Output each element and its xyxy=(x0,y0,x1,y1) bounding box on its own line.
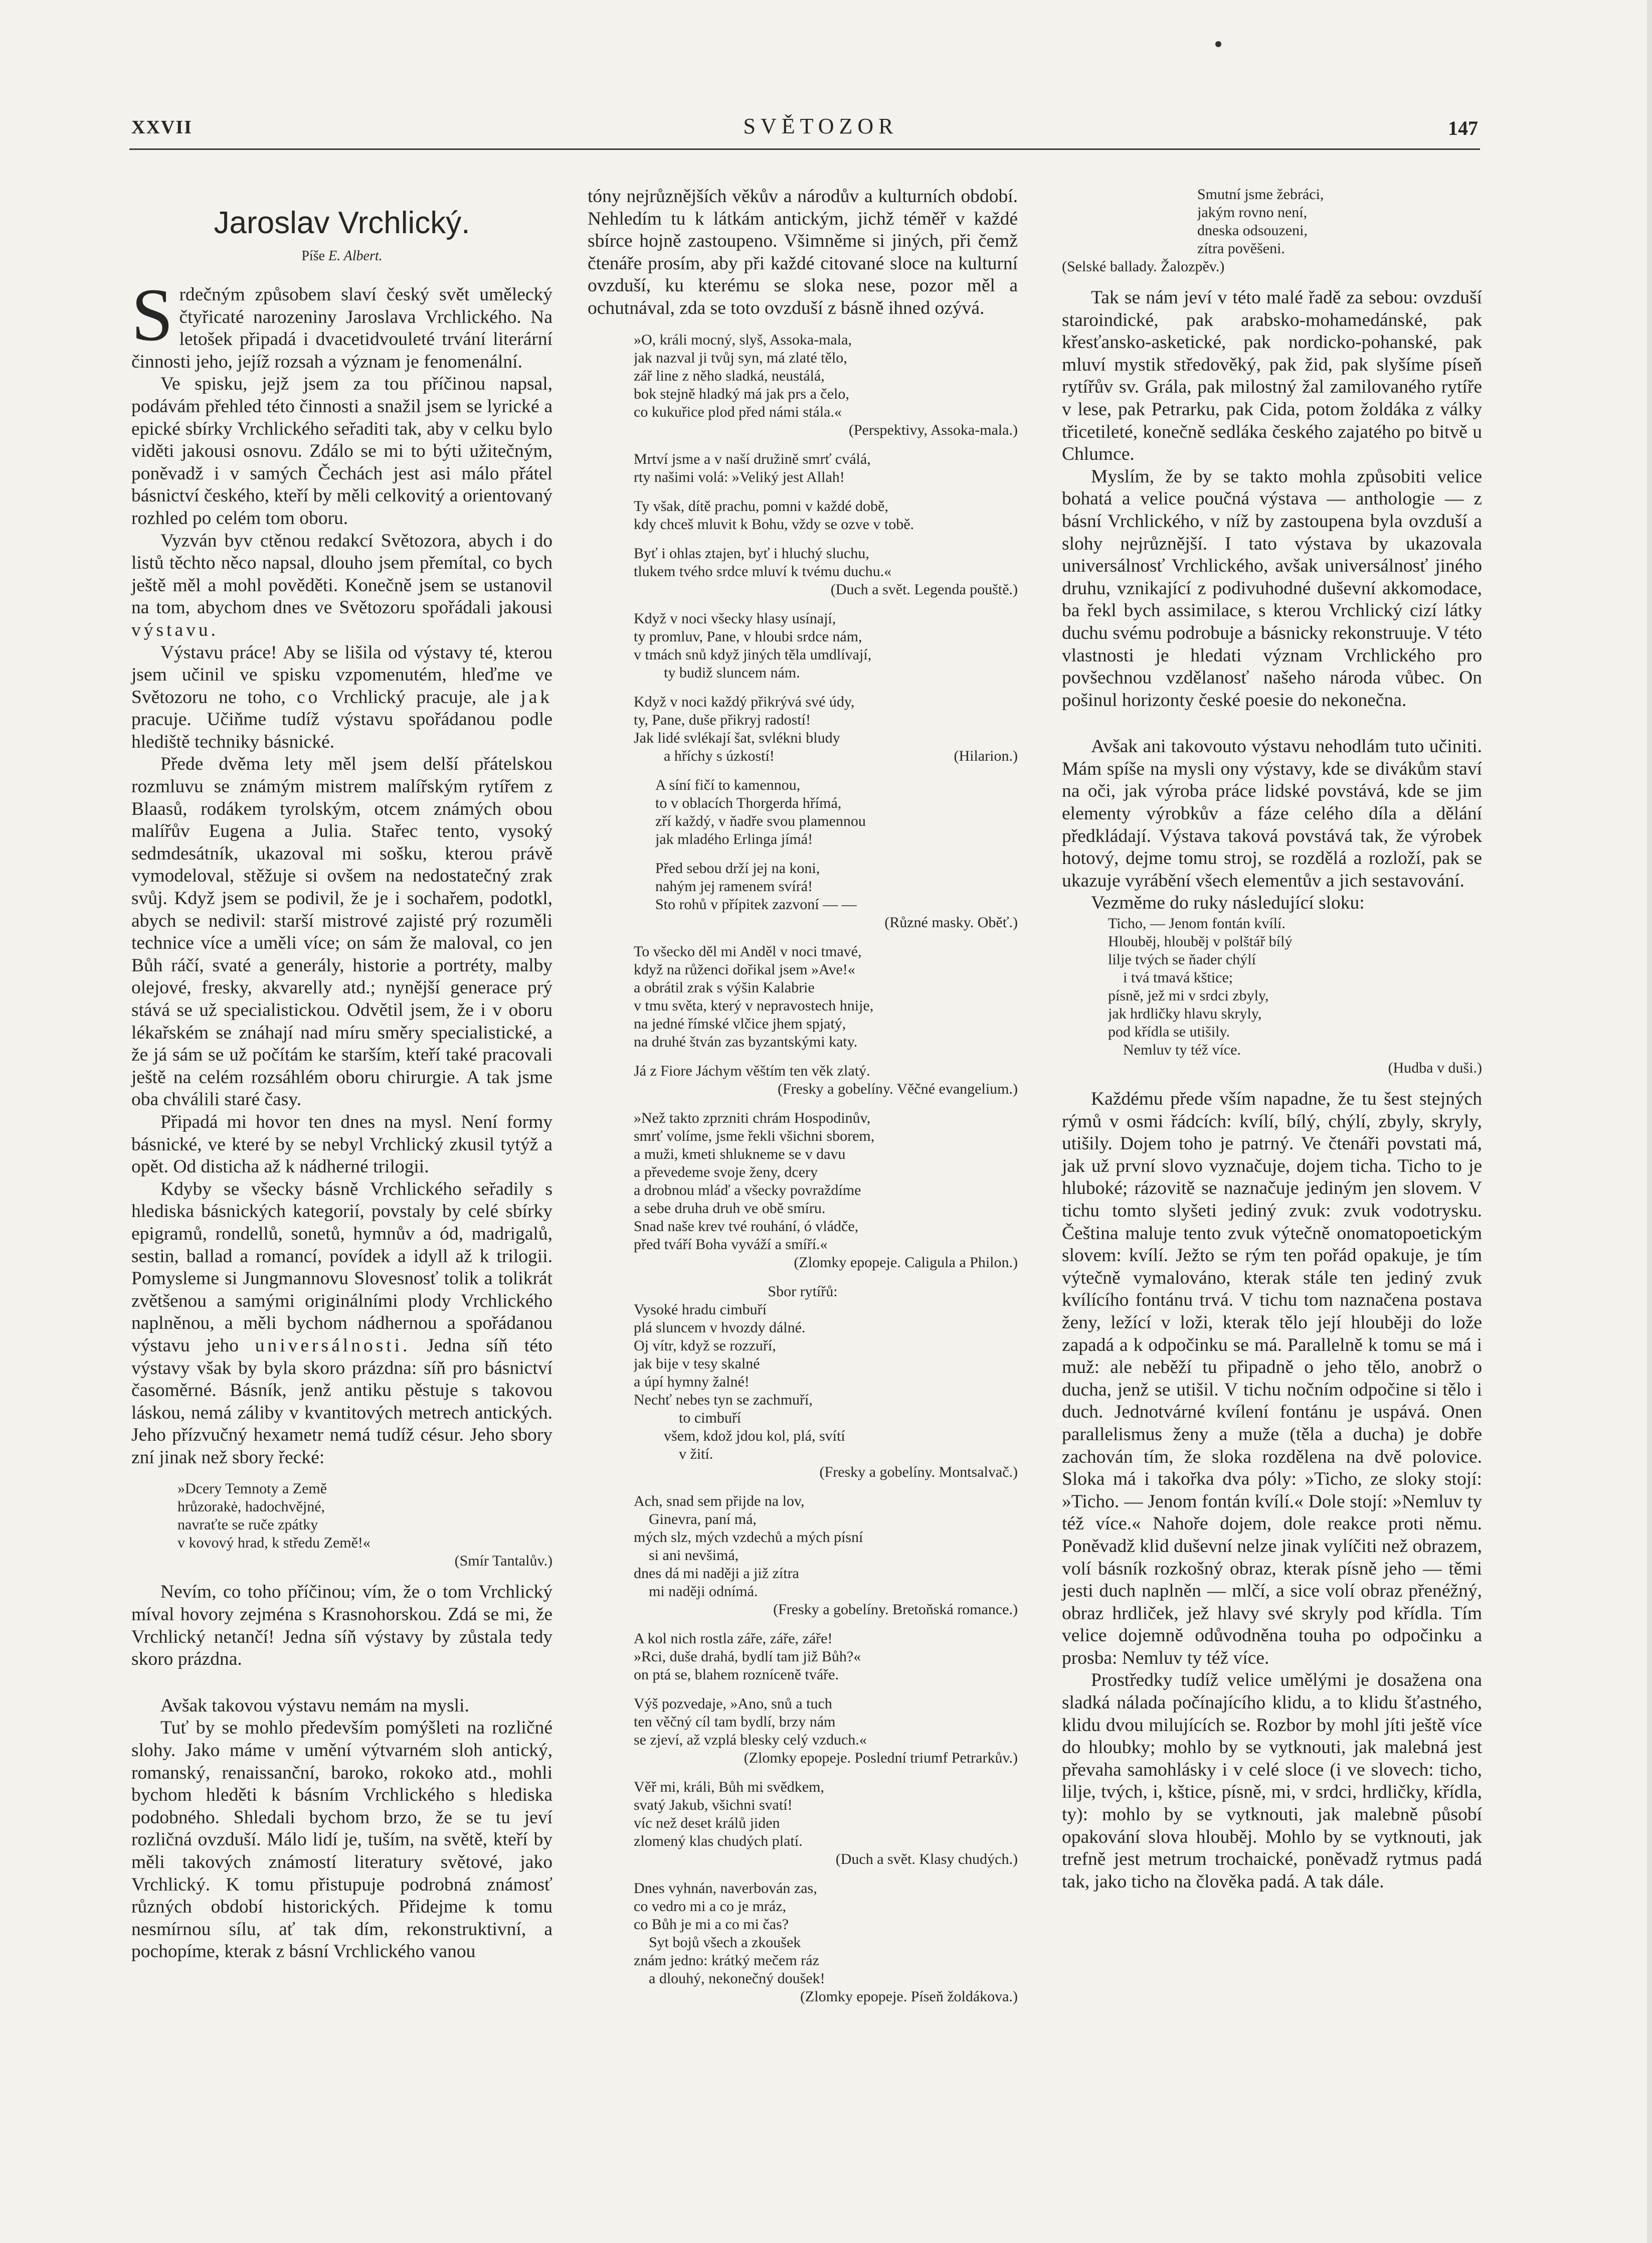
poem-source: (Hilarion.) xyxy=(954,747,1018,764)
paragraph: Každému přede vším napadne, že tu šest stejných rýmů v osmi řádcích: kvílí, bílý, chýlí, zbyly, skryly, utišily. Dojem toho je patrný. Ve čtenáři povstati má, jak už první slovo vyznačuje, dojem ticha. Ticho to je hluboké; rázovitě se naznačuje jediným jen slovem. V tichu tomto slyšeti jediný zvuk: zvuk vodotrysku. Čeština maluje tento zvuk výtečně onomatopoetickým slovem: kvílí. Ježto se rým ten pořád opakuje, je tím výtečně vymalováno, kterak stále ten jediný zvuk kvílícího fontánu trvá. V tichu tom naznačena postava ženy, ležící v loži, kterak tělo její hlouběji do lože zapadá a k odpočinku se má. Parallelně k tomu se má i muž: ale neběží tu připadně o jeho tělo, anobrž o ducha, jenž se utišil. V tichu nočním odpočine si tělo i duch. Jednotvárné kvílení fontánu je uspává. Onen parallelismus ženy a muže (těla a ducha) je dobře zachován tím, že sloka rozdělena na dvě polovice. Sloka má i takořka dva póly: »Ticho, ze sloky stojí: »Ticho. — Jenom fontán kvílí.« Dole stojí: »Nemluv ty též více.« Nahoře dojem, dole reakce proti němu. Poněvadž klid duševní nelze jinak vylíčiti než obrazem, volí básník rozkošný obraz, kterak písně jeho — těmi jesti duch naplněn — mlčí, a sice volí obraz přenéžný, obraz hrdliček, jež hlavy své skryly pod křídla. Tím velice dojemně odůvodněna touha po odpočinku a prosba: Nemluv ty též více. xyxy=(1062,1089,1482,1668)
paragraph: Prostředky tudíž velice umělými je dosažena ona sladká nálada počínajícího klidu, a to klidu šťastného, klidu dvou milujících se. Rozbor by mohl jíti ještě více do hloubky; mohlo by se vytknouti, jak malebná jest převaha samohlásky i v celé sloce (i ve slovech: ticho, lilje, tvých, i, kštice, písně, mi, v srdci, hrdličky, křídla, ty): mohlo by se vytknouti, jak malebně působí opakování slova hlouběj. Mohlo by se vytknouti, jak trefně jest metrum trochaické, poněvadž rytmus padá tak, jako ticho na člověka padá. A tak dále. xyxy=(1062,1670,1482,1892)
poem-quote: Já z Fiore Jáchym věštím ten věk zlatý. (Fresky a gobelíny. Věčné evangelium.) xyxy=(634,1062,1018,1097)
paragraph: Kdyby se všecky básně Vrchlického seřadily s hlediska básnických kategorií, povstaly by celé sbírky epigramů, rondellů, sonetů, hymnův a ód, madrigalů, sestin, ballad a romancí, povídek a idyll až k trilogii. Pomysleme si Jungmannovu Slovesnosť tolik a tolikrát zvětšenou a samými originálními plody Vrchlického naplněnou, a měli bychom nádhernou a spořádanou výstavu jeho universálnosti. Jedna síň této výstavy však by byla skoro prázdna: síň pro básnictví časoměrné. Básník, jenž antiku pěstuje s takovou láskou, nemá záliby v kvantitových metrech antických. Jeho přízvučný hexametr nemá tudíž césur. Jeho sbory zní jinak než sbory řecké: xyxy=(131,1178,553,1468)
paragraph: tóny nejrůznějších věkův a národův a kulturních období. Nehledím tu k látkám antickým, jichž téměř v každé sbírce hojně zastoupeno. Všimněme si jiných, při čemž čtenáře prosím, aby při každé citované sloce na kulturní ovzduší, ku kterému se sloka nese, pozor měl a ochutnával, zda se toto ovzduší z básně ihned ozývá. xyxy=(588,186,1018,318)
poem-quote: To všecko děl mi Anděl v noci tmavé, když na růženci dořikal jsem »Ave!« a obrátil zrak s výšin Kalabrie v tmu světa, který v nepravostech hnije, na jedné římské vlčice jhem spjatý, na druhé štván zas byzantskými katy. xyxy=(634,943,874,1050)
poem-source: (Zlomky epopeje. Caligula a Philon.) xyxy=(794,1254,1018,1271)
paragraph: Výstavu práce! Aby se lišila od výstavy té, kterou jsem učinil ve spisku vzpomenutém, hleďme ve Světozoru ne toho, co Vrchlický pracuje, ale jak pracuje. Učiňme tudíž výstavu spořádanou podle hlediště techniky básnické. xyxy=(131,642,553,752)
poem-quote: Výš pozvedaje, »Ano, snů a tuch ten věčný cíl tam bydlí, brzy nám se zjeví, až vzplá blesky celý vzduch.« (Zlomky epopeje. Poslední triumf Petrarkův.) xyxy=(634,1695,1018,1766)
poem-source: (Fresky a gobelíny. Bretoňská romance.) xyxy=(773,1601,1018,1618)
paragraph: Tak se nám jeví v této malé řadě za sebou: ovzduší staroindické, pak arabsko-mohamedánské, pak křesťansko-asketické, pak nordicko-pohanské, pak mluví mystik středověký, pak žid, pak slyšíme píseň rytířův sv. Grála, pak milostný žal zamilovaného rytíře v lese, pak Petrarku, pak Cida, potom žoldáka z války třicetileté, konečně sedláka českého zajatého po bitvě u Chlumce. xyxy=(1062,287,1482,465)
column-2 xyxy=(588,186,1018,2006)
poem-quote: Před sebou drží jej na koni, nahým jej ramenem svírá! Sto rohů v přípitek zazvoní — — (Různé masky. Oběť.) xyxy=(655,859,1018,931)
poem-quote: »Než takto zprzniti chrám Hospodinův, smrť volíme, jsme řekli všichni sborem, a muži, kmeti shlukneme se v davu a převedeme svoje ženy, dcery a drobnou mláď a všecky povraždíme a sebe druha druh ve obě smíru. Snad naše krev tvé rouhání, ó vládče, před tváří Boha vyváží a smíří.« (Zlomky epopeje. Caligula a Philon.) xyxy=(634,1109,1018,1271)
poem-source: (Selské ballady. Žalozpěv.) xyxy=(1062,258,1225,275)
header-rule xyxy=(129,148,1480,150)
poem-quote: Ty však, dítě prachu, pomni v každé době, kdy chceš mluvit k Bohu, vždy se ozve v tobě. xyxy=(634,497,914,533)
poem-source: (Zlomky epopeje. Píseň žoldákova.) xyxy=(800,1988,1018,2005)
volume-number: XXVII xyxy=(131,117,193,138)
article-title: Jaroslav Vrchlický. xyxy=(214,206,470,240)
poem-quote: Vysoké hradu cimbuří plá sluncem v hvozdy dálné. Oj vítr, když se rozzuří, jak bije v tesy skalné a úpí hymny žalné! Nechť nebes tyn se zachmuří, to cimbuří všem, kdož jdou kol, plá, svítí v žití. (Fresky a gobelíny. Montsalvač.) xyxy=(634,1301,1018,1480)
poem-heading: Sbor rytířů: xyxy=(768,1283,838,1300)
poem-source: (Duch a svět. Klasy chudých.) xyxy=(835,1850,1018,1867)
running-header xyxy=(131,116,1478,146)
poem-source: (Hudba v duši.) xyxy=(1388,1060,1482,1077)
paragraph: Srdečným způsobem slaví český svět umělecký čtyřicaté narozeniny Jaroslava Vrchlického. Na letošek připadá i dvacetidvouleté trvání literární činnosti jeho, jejíž rozsah a význam je fenomenální. xyxy=(131,273,553,372)
journal-title: SVĚTOZOR xyxy=(743,114,898,138)
poem-quote: Ach, snad sem přijde na lov, Ginevra, paní má, mých slz, mých vzdechů a mých písní si ani nevšimá, dnes dá mi naději a již zítra mi naději odnímá. (Fresky a gobelíny. Bretoňská romance.) xyxy=(634,1492,1018,1618)
poem-quote: A síní fičí to kamennou, to v oblacích Thorgerda hřímá, zří každý, v ňadře svou plamennou jak mladého Erlinga jímá! xyxy=(655,776,866,847)
paragraph: Tuť by se mohlo především pomýšleti na rozličné slohy. Jako máme v umění výtvarném sloh antický, romanský, renaissanční, baroko, rokoko atd., mohli bychom hleděti k básním Vrchlického s hlediska podobného. Shledali bychom brzo, že se tu jeví rozličná ovzduší. Málo lidí je, tuším, na světě, kteří by měli takových známostí literatury světové, jako Vrchlický. K tomu přistupuje podrobná známosť různých období historických. Přidejme k tomu nesmírnou sílu, ať tak dím, rekonstruktivní, a pochopíme, kterak z básní Vrchlického vanou xyxy=(131,1717,553,1962)
drop-cap: S xyxy=(131,273,173,357)
poem-quote: Smutní jsme žebráci, jakým rovno není, dneska odsouzeni, zítra pověšeni. xyxy=(1197,186,1324,257)
paragraph: Nevím, co toho příčinou; vím, že o tom Vrchlický míval hovory zejména s Krasnohorskou. Zdá se mi, že Vrchlický netančí! Jedna síň výstavy by zůstala tedy skoro prázdna. xyxy=(131,1582,553,1670)
poem-quote: »O, králi mocný, slyš, Assoka-mala, jak nazval ji tvůj syn, má zlaté tělo, zář line z něho sladká, neustálá, bok stejně hladký má jak prs a čelo, co kukuřice plod před námi stála.« (Perspektivy, Assoka-mala.) xyxy=(634,331,1018,438)
poem-quote: »Dcery Temnoty a Země hrůzorakė, hadochvějné, navraťte se ruče zpátky v kovový hrad, k středu Země!« (Smír Tantalův.) xyxy=(177,1480,553,1570)
poem-quote: A kol nich rostla záře, záře, záře! »Rci, duše drahá, bydlí tam již Bůh?« on ptá se, blahem rozníceně tváře. xyxy=(634,1630,861,1683)
poem-quote: Ticho, — Jenom fontán kvílí. Hlouběj, hlouběj v polštář bílý lilje tvých se ňader chýlí i tvá tmavá kštice; písně, jež mi v srdci zbyly, jak hrdličky hlavu skryly, pod křídla se utišily. Nemluv ty též více. (Hudba v duši.) xyxy=(1108,915,1482,1077)
poem-quote: Když v noci každý přikrývá své údy, ty, Pane, duše přikryj radostí! Jak lidé svlékají šat, svlékni bludy a hříchy s úzkostí! (Hilarion.) xyxy=(634,693,1018,764)
author-name: E. Albert. xyxy=(328,248,383,264)
article-byline: Píše E. Albert. xyxy=(301,248,383,264)
poem-quote: Byť i ohlas ztajen, byť i hluchý sluchu, tlukem tvého srdce mluví k tvému duchu.« (Duch a svět. Legenda pouště.) xyxy=(634,545,1018,598)
poem-quote: Věř mi, králi, Bůh mi svědkem, svatý Jakub, všichni svatí! víc než deset králů jiden zlomený klas chudých platí. (Duch a svět. Klasy chudých.) xyxy=(634,1778,1018,1867)
paragraph: Avšak ani takovouto výstavu nehodlám tuto učiniti. Mám spíše na mysli ony výstavy, kde se divákům staví na oči, jak výroba práce lidské povstává, kde se jim elementy výrobkův a fáze celého díla a dělání předkládají. Výstava taková povstává tak, že výrobek hotový, dejme tomu stroj, se rozdělá a rozloží, pak se ukazuje vyrábění všech elementův a jich sestavování. xyxy=(1062,736,1482,891)
ink-speck xyxy=(1215,41,1221,47)
column-3 xyxy=(1062,186,1482,1893)
poem-quote: Dnes vyhnán, naverbován zas, co vedro mi a co je mráz, co Bůh je mi a co mi čas? Syt bojů všech a zkoušek znám jedno: krátký mečem ráz a dlouhý, nekonečný doušek! (Zlomky epopeje. Píseň žoldákova.) xyxy=(634,1879,1018,2005)
poem-source: (Perspektivy, Assoka-mala.) xyxy=(848,421,1018,438)
paragraph: Přede dvěma lety měl jsem delší přátelskou rozmluvu se známým mistrem malířským rytířem z Blaasů, rodákem tyrolským, otcem známých obou malířův Eugena a Julia. Stařec tento, vysoký sedmdesátník, ukazoval mi sošku, kterou právě vymodeloval, stěžuje si ovšem na nedostatečný zrak svůj. Když jsem se podivil, že je i sochařem, podotkl, abych se nedivil: starší mistrové zajisté prý rozuměli technice více a uměli více; on sám že maloval, co jen Bůh ráčí, svaté a generály, historie a portréty, malby olejové, fresky, akvarelly atd.; nynější generace prý stává se už specialistickou. Odvětil jsem, že i v oboru lékařském se znáhají nad míru směry specialistické, a že já sám se už počítám ke starším, kteří také pracovali ještě na celém rozsáhlém oboru chirurgie. A tak jsme oba chválili staré časy. xyxy=(131,754,553,1110)
paragraph: Připadá mi hovor ten dnes na mysl. Není formy básnické, ve které by se nebyl Vrchlický zkusil tytýž a opět. Od disticha až k nádherné trilogii. xyxy=(131,1111,553,1177)
paragraph: Ve spisku, jejž jsem za tou příčinou napsal, podávám přehled této činnosti a snažil jsem se lyrické a epické sbírky Vrchlického seřaditi tak, aby v celku bylo viděti jakousi osnovu. Zdálo se mi to býti užitečným, poněvadž i v samých Čechách jest asi málo přátel básnictví českého, kteří by měli celkovitý a orientovaný rozhled po celém tom oboru. xyxy=(131,374,553,529)
paragraph: Myslím, že by se takto mohla způsobiti velice bohatá a velice poučná výstava — anthologie — z básní Vrchlického, v níž by zastoupena byla ovzduší a slohy nejrůznější. I tato výstava by ukazovala universálnosť Vrchlického, avšak universálnosť jiného druhu, vznikající z podivuhodné duševní akkomodace, ba řekl bych assimilace, s kterou Vrchlický cizí látky duchu svému podrobuje a básnicky rekonstruuje. V této vlastnosti je hledati význam Vrchlického pro povšechnou vzdělanosť našeho národa vůbec. On pošinul horizonty české poesie do nekonečna. xyxy=(1062,466,1482,711)
poem-quote: Když v noci všecky hlasy usínají, ty promluv, Pane, v hloubi srdce nám, v tmách snů když jiných těla umdlívají, ty budiž sluncem nám. xyxy=(634,610,872,681)
poem-source: (Fresky a gobelíny. Montsalvač.) xyxy=(819,1463,1018,1480)
page-number: 147 xyxy=(1448,117,1478,139)
poem-source: (Zlomky epopeje. Poslední triumf Petrarkův.) xyxy=(744,1749,1018,1766)
column-1 xyxy=(131,186,553,1963)
paragraph: Avšak takovou výstavu nemám na mysli. xyxy=(160,1695,469,1716)
paragraph: Vezměme do ruky následující sloku: xyxy=(1091,893,1365,914)
poem-quote: Mrtví jsme a v naší družině smrť cválá, rty našimi volá: »Veliký jest Allah! xyxy=(634,450,871,485)
poem-source: (Fresky a gobelíny. Věčné evangelium.) xyxy=(777,1080,1018,1097)
poem-source: (Smír Tantalův.) xyxy=(454,1552,553,1570)
poem-source: (Různé masky. Oběť.) xyxy=(884,914,1018,931)
poem-source: (Duch a svět. Legenda pouště.) xyxy=(830,581,1018,598)
paragraph: Vyzván byv ctěnou redakcí Světozora, abych i do listů těchto něco napsal, dlouho jsem přemítal, co bych ještě měl a mohl pověděti. Konečně jsem se ustanovil na tom, abychom dnes ve Světozoru spořádali jakousi výstavu. xyxy=(131,530,553,640)
page-edge xyxy=(1647,0,1652,2243)
